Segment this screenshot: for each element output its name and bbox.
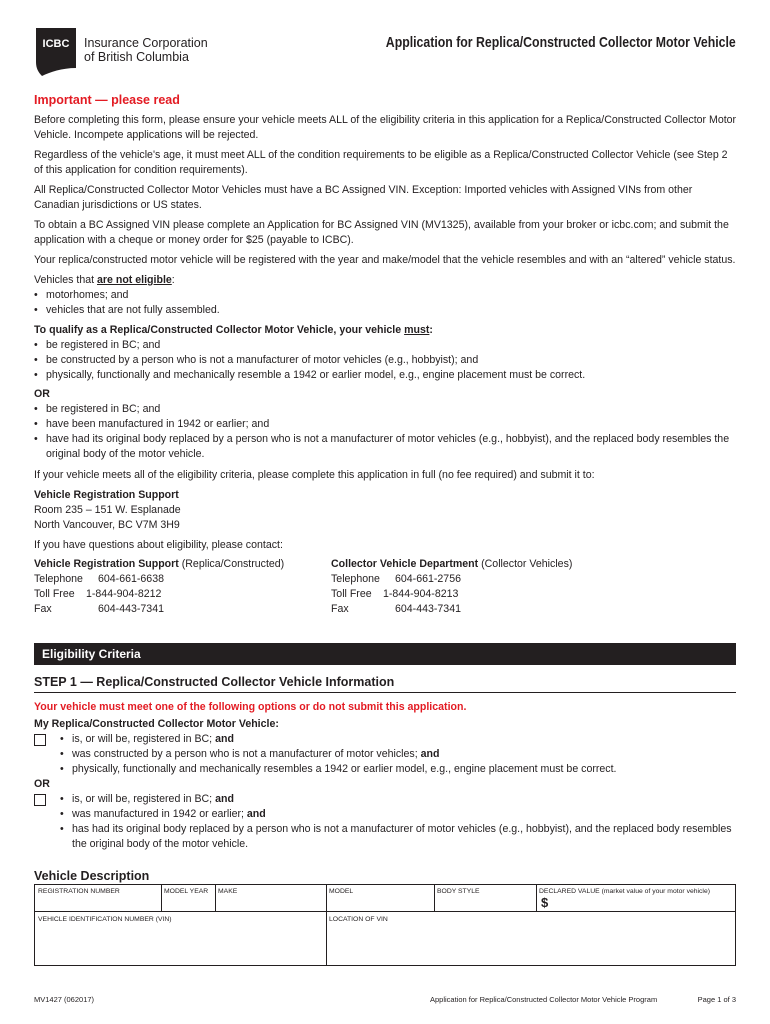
document-title: Application for Replica/Constructed Collector Motor Vehicle (386, 34, 736, 51)
org-name (84, 36, 208, 64)
divider (34, 692, 736, 693)
questions-text: If you have questions about eligibility, please contact: (34, 539, 283, 551)
org-line-1: Insurance Corporation (84, 36, 208, 50)
option-2-checkbox[interactable] (34, 794, 46, 806)
list-item: • motorhomes; and (34, 288, 739, 303)
qualify-block-b (34, 387, 739, 462)
form-code: MV1427 (062017) (34, 995, 95, 1004)
list-item: • have had its original body replaced by a person who is not a manufacturer of motor vehicles (e.g., hobbyist), and the replaced body resembles the original body of the motor vehicle. (34, 432, 739, 462)
vehicle-description-table (34, 884, 736, 966)
list-item: • be registered in BC; and (34, 402, 739, 417)
vehicle-description-title: Vehicle Description (34, 869, 150, 883)
para-4: To obtain a BC Assigned VIN please complete an Application for BC Assigned VIN (MV1325), available from your broker or icbc.com; and submit the application with a cheque or money order for $25 (payable to ICBC). (34, 219, 729, 246)
registration-number-field[interactable]: REGISTRATION NUMBER (38, 888, 120, 895)
body-style-field[interactable]: BODY STYLE (437, 888, 480, 895)
step-1-warning: Your vehicle must meet one of the following options or do not submit this application. (34, 701, 467, 713)
model-year-field[interactable]: MODEL YEAR (164, 888, 209, 895)
section-eligibility-criteria: Eligibility Criteria (34, 643, 736, 665)
option-1 (34, 732, 739, 777)
declared-value-field[interactable]: DECLARED VALUE (market value of your motor vehicle) (539, 888, 710, 895)
qualify-block: To qualify as a Replica/Constructed Collector Motor Vehicle, your vehicle must: • be registered in BC; and • be constructed by a person who is not a manufacturer of motor vehicles (e.g., hobbyist); and • physically, functionally and mechanically resemble a 1942 or earlier model, e.g., engine placement must be correct. (34, 323, 739, 383)
location-of-vin-field[interactable]: LOCATION OF VIN (329, 916, 388, 923)
logo-text: ICBC (42, 38, 70, 50)
important-body (34, 113, 739, 617)
step-1-lead: My Replica/Constructed Collector Motor Vehicle: (34, 718, 279, 730)
contacts (34, 557, 739, 617)
list-item: • has had its original body replaced by a person who is not a manufacturer of motor vehicles (e.g., hobbyist), and the replaced body resembles the original body of the motor vehicle. (60, 822, 739, 852)
currency-symbol: $ (541, 895, 549, 910)
mailing-address: Vehicle Registration Support Room 235 – 151 W. Esplanade North Vancouver, BC V7M 3H9 (34, 489, 181, 531)
para-5: Your replica/constructed motor vehicle will be registered with the year and make/model that the vehicle resembles and with an “altered” vehicle status. (34, 254, 736, 266)
not-eligible-block: Vehicles that are not eligible: • motorhomes; and • vehicles that are not fully assembled. (34, 273, 739, 318)
para-1: Before completing this form, please ensure your vehicle meets ALL of the eligibility criteria in this application for a Replica/Constructed Collector Motor Vehicle. Incompete applications will be rejected. (34, 114, 737, 141)
vin-field[interactable]: VEHICLE IDENTIFICATION NUMBER (VIN) (38, 916, 172, 923)
list-item: • was constructed by a person who is not a manufacturer of motor vehicles; and (60, 747, 616, 762)
make-field[interactable]: MAKE (218, 888, 238, 895)
step-1-body (34, 700, 739, 852)
list-item: • vehicles that are not fully assembled. (34, 303, 739, 318)
para-3: All Replica/Constructed Collector Motor Vehicles must have a BC Assigned VIN. Exception: Imported vehicles with Assigned VINs from other Canadian jurisdictions or US states. (34, 184, 693, 211)
important-heading: Important — please read (34, 93, 180, 107)
model-field[interactable]: MODEL (329, 888, 354, 895)
org-line-2: of British Columbia (84, 50, 189, 64)
list-item: • is, or will be, registered in BC; and (60, 732, 616, 747)
or-label: OR (34, 388, 50, 400)
list-item: • physically, functionally and mechanically resemble a 1942 or earlier model, e.g., engine placement must be correct. (34, 368, 739, 383)
page-number: Page 1 of 3 (697, 995, 736, 1004)
submit-text: If your vehicle meets all of the eligibility criteria, please complete this application in full (no fee required) and submit it to: (34, 469, 595, 481)
option-1-checkbox[interactable] (34, 734, 46, 746)
list-item: • be constructed by a person who is not a manufacturer of motor vehicles (e.g., hobbyist); and (34, 353, 739, 368)
or-label: OR (34, 778, 50, 790)
list-item: • is, or will be, registered in BC; and (60, 792, 739, 807)
para-2: Regardless of the vehicle's age, it must meet ALL of the condition requirements to be eligible as a Replica/Constructed Collector Vehicle (see Step 2 of this application for condition requirements). (34, 149, 728, 176)
list-item: • have been manufactured in 1942 or earlier; and (34, 417, 739, 432)
step-1-title: STEP 1 — Replica/Constructed Collector Vehicle Information (34, 675, 395, 689)
contact-vehicle-registration: Vehicle Registration Support (Replica/Constructed) Telephone 604-661-6638 Toll Free 1-844-904-8212 Fax 604-443-7341 (34, 558, 285, 615)
contact-collector-vehicle: Collector Vehicle Department (Collector Vehicles) Telephone 604-661-2756 Toll Free 1-844-904-8213 Fax 604-443-7341 (331, 558, 573, 615)
option-2 (34, 792, 739, 852)
list-item: • was manufactured in 1942 or earlier; and (60, 807, 739, 822)
icbc-logo (32, 28, 76, 76)
list-item: • physically, functionally and mechanically resembles a 1942 or earlier model, e.g., engine placement must be correct. (60, 762, 616, 777)
list-item: • be registered in BC; and (34, 338, 739, 353)
footer-program: Application for Replica/Constructed Collector Motor Vehicle Program (430, 995, 658, 1004)
divider (35, 911, 735, 912)
